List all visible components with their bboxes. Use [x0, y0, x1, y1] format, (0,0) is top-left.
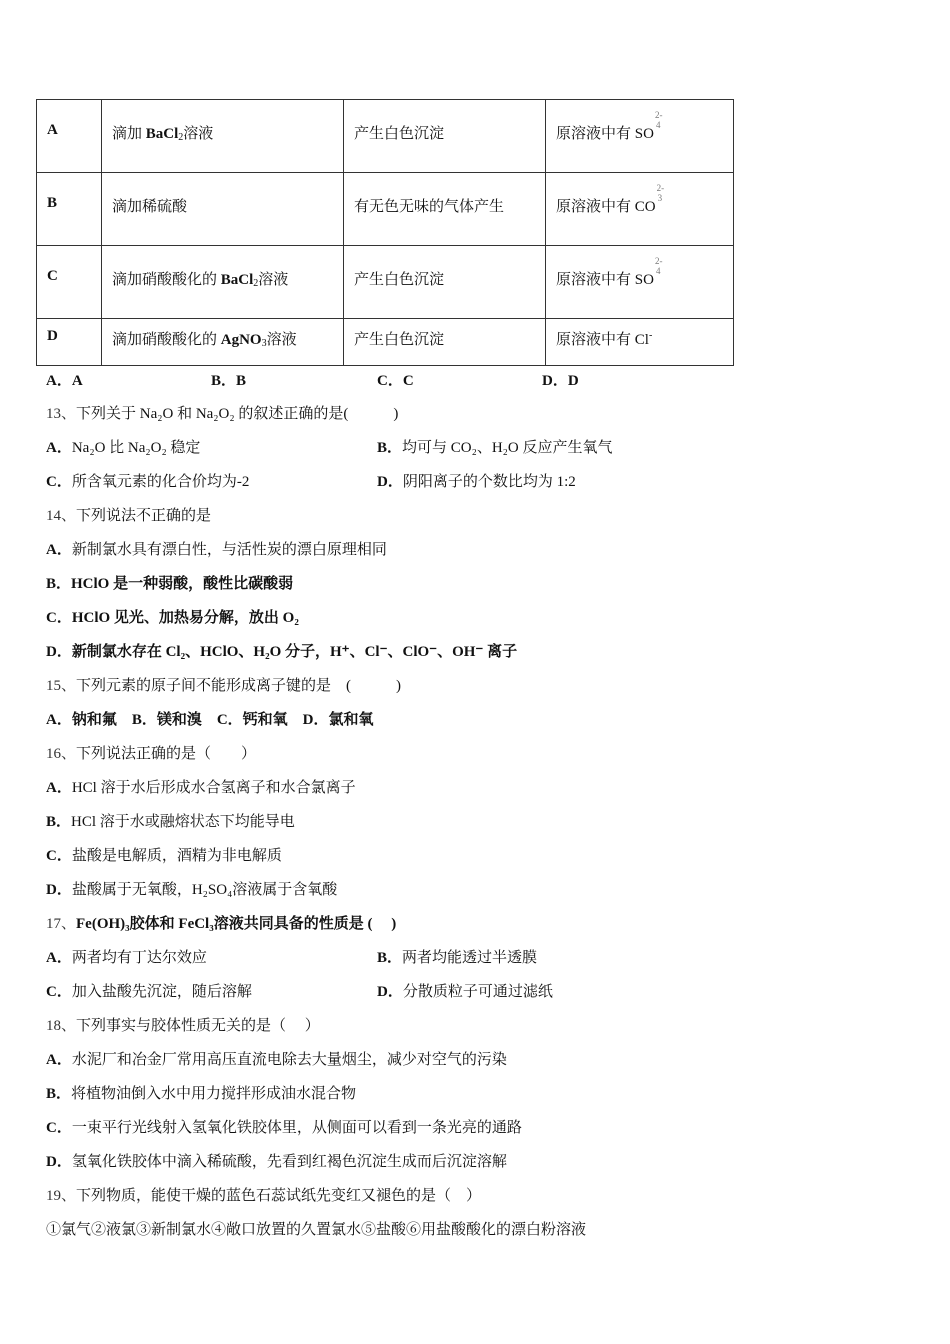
- option-label: A．: [46, 780, 72, 796]
- option-text: 新制氯水具有漂白性，与活性炭的漂白原理相同: [71, 542, 387, 558]
- conclusion-label: 原溶液中有 SO: [556, 272, 654, 288]
- conclusion-text: [556, 100, 733, 143]
- phenomenon-cell: [344, 319, 546, 366]
- option-text: 氢氧化铁胶体中滴入稀硫酸，先看到红褐色沉淀生成而后沉淀溶解: [71, 1154, 507, 1170]
- answer-choice-d[interactable]: D．D: [542, 373, 579, 389]
- option-text: 两者均能透过半透膜: [402, 950, 538, 966]
- operation-cell: [102, 100, 344, 173]
- option-label: B．: [377, 440, 403, 456]
- option-cell: [37, 173, 102, 246]
- option-text: 分散质粒子可通过滤纸: [402, 984, 553, 1000]
- option-text: HClO 是一种弱酸，酸性比碳酸弱: [71, 576, 294, 592]
- option-label: A．: [46, 440, 72, 456]
- q17-option-b[interactable]: [377, 946, 537, 967]
- conclusion-label: 原溶液中有 Cl: [556, 332, 649, 348]
- question-19-stem: [46, 1184, 481, 1205]
- table-row: [37, 100, 734, 173]
- option-text: 所含氧元素的化合价均为-2: [71, 474, 250, 490]
- phenomenon-text: 产生白色沉淀: [354, 126, 445, 142]
- option-label: C．: [46, 1120, 72, 1136]
- q13-option-d[interactable]: [377, 470, 576, 491]
- option-label: B．: [46, 814, 72, 830]
- question-number: 16、: [46, 746, 77, 762]
- operation-post: 溶液: [258, 272, 289, 288]
- operation-cell: [102, 173, 344, 246]
- option-text: 阴阳离子的个数比均为 1:2: [402, 474, 576, 490]
- q15-options[interactable]: A．钠和氟 B．镁和溴 C．钙和氧 D．氯和氧: [46, 712, 374, 728]
- q16-option-b[interactable]: [46, 810, 295, 831]
- operation-chem: AgNO: [220, 332, 262, 348]
- conclusion-cell: [546, 100, 734, 173]
- q17-option-c[interactable]: [46, 980, 252, 1001]
- option-label: D．: [377, 474, 403, 490]
- table-row: [37, 319, 734, 366]
- operation-text: [112, 173, 343, 216]
- operation-cell: [102, 319, 344, 366]
- option-text: 新制氯水存在 Cl₂、HClO、H₂O 分子，H⁺、Cl⁻、ClO⁻、OH⁻ 离子: [71, 644, 518, 660]
- q17-option-a[interactable]: [46, 946, 207, 967]
- question-text: Fe(OH)₃胶体和 FeCl₃溶液共同具备的性质是 ( ): [76, 916, 397, 932]
- option-label: A．: [46, 950, 72, 966]
- q19-items: ①氯气②液氯③新制氯水④敞口放置的久置氯水⑤盐酸⑥用盐酸酸化的漂白粉溶液: [46, 1222, 587, 1238]
- phenomenon-cell: [344, 173, 546, 246]
- q18-option-c[interactable]: [46, 1116, 522, 1137]
- operation-pre: 滴加硝酸酸化的: [112, 332, 221, 348]
- ion-subscript: 4: [655, 120, 661, 130]
- conclusion-text: [556, 319, 733, 349]
- option-text: HCl 溶于水后形成水合氢离子和水合氯离子: [71, 780, 356, 796]
- ion-charge: -: [648, 330, 653, 341]
- q17-option-d[interactable]: [377, 980, 553, 1001]
- option-cell: [37, 319, 102, 366]
- conclusion-label: 原溶液中有 CO: [556, 199, 656, 215]
- option-label: C: [47, 268, 58, 284]
- conclusion-text: [556, 173, 733, 216]
- q16-option-a[interactable]: [46, 776, 356, 797]
- phenomenon-text: 有无色无味的气体产生: [354, 199, 505, 215]
- phenomenon-cell: [344, 246, 546, 319]
- q14-option-a[interactable]: [46, 538, 387, 559]
- operation-post: 溶液: [183, 126, 214, 142]
- option-cell: [37, 246, 102, 319]
- question-text: 下列元素的原子间不能形成离子键的是 ( ): [76, 678, 402, 694]
- question-15-stem: [46, 674, 401, 695]
- question-number: 13、: [46, 406, 77, 422]
- operation-pre: 滴加: [112, 126, 146, 142]
- option-label: B．: [46, 1086, 72, 1102]
- operation-sub: 3: [261, 338, 267, 349]
- answer-choice-b[interactable]: B．B: [211, 373, 247, 389]
- option-text: 盐酸是电解质，酒精为非电解质: [71, 848, 282, 864]
- question-number: 14、: [46, 508, 77, 524]
- option-label: A．: [46, 1052, 72, 1068]
- ion-charge: 2-: [654, 256, 663, 266]
- option-label: D．: [377, 984, 403, 1000]
- ion-formula: [654, 256, 664, 284]
- option-label: D: [47, 328, 58, 344]
- operation-text: [112, 100, 343, 143]
- question-number: 19、: [46, 1188, 77, 1204]
- ion-subscript: 4: [655, 266, 661, 276]
- question-text: 下列说法不正确的是: [76, 508, 212, 524]
- table-row: [37, 246, 734, 319]
- question-number: 18、: [46, 1018, 77, 1034]
- option-text: 水泥厂和冶金厂常用高压直流电除去大量烟尘，减少对空气的污染: [71, 1052, 507, 1068]
- q14-option-d[interactable]: [46, 640, 517, 661]
- conclusion-cell: [546, 173, 734, 246]
- option-text: 盐酸属于无氧酸，H₂SO₄溶液属于含氧酸: [71, 882, 338, 898]
- question-number: 15、: [46, 678, 77, 694]
- q14-option-c[interactable]: [46, 606, 299, 627]
- conclusion-cell: [546, 246, 734, 319]
- option-text: 两者均有丁达尔效应: [71, 950, 207, 966]
- operation-chem: BaCl: [220, 272, 254, 288]
- question-17-stem: [46, 912, 396, 933]
- question-text: 下列物质，能使干燥的蓝色石蕊试纸先变红又褪色的是（ ）: [76, 1188, 482, 1204]
- operation-sub: 2: [253, 278, 259, 289]
- option-label: C．: [46, 848, 72, 864]
- option-text: HCl 溶于水或融熔状态下均能导电: [71, 814, 295, 830]
- operation-text: [112, 246, 343, 289]
- q13-option-b[interactable]: [377, 436, 612, 457]
- option-label: A: [47, 122, 58, 138]
- operation-chem: BaCl: [145, 126, 179, 142]
- operation-cell: [102, 246, 344, 319]
- option-cell: [37, 100, 102, 173]
- q16-option-c[interactable]: [46, 844, 282, 865]
- answer-choice-a[interactable]: A．A: [46, 373, 83, 389]
- q18-option-b[interactable]: [46, 1082, 356, 1103]
- q18-option-d[interactable]: [46, 1150, 507, 1171]
- ion-charge: 2-: [656, 183, 665, 193]
- conclusion-text: [556, 246, 733, 289]
- operation-pre: 滴加硝酸酸化的: [112, 272, 221, 288]
- option-label: B．: [377, 950, 403, 966]
- q13-option-a[interactable]: [46, 436, 200, 457]
- option-text: Na₂O 比 Na₂O₂ 稳定: [71, 440, 201, 456]
- option-text: 加入盐酸先沉淀，随后溶解: [71, 984, 252, 1000]
- q13-option-c[interactable]: [46, 470, 249, 491]
- option-text: 将植物油倒入水中用力搅拌形成油水混合物: [71, 1086, 357, 1102]
- operation-text: [112, 319, 343, 349]
- phenomenon-text: 产生白色沉淀: [354, 332, 445, 348]
- question-text: 下列关于 Na₂O 和 Na₂O₂ 的叙述正确的是( ): [76, 406, 399, 422]
- question-text: 下列事实与胶体性质无关的是（ ）: [76, 1018, 320, 1034]
- question-text: 下列说法正确的是（ ）: [76, 746, 257, 762]
- operation-pre: 滴加稀硫酸: [112, 199, 188, 215]
- experiment-table: [36, 99, 734, 366]
- conclusion-label: 原溶液中有 SO: [556, 126, 654, 142]
- ion-subscript: 3: [657, 193, 663, 203]
- option-label: A．: [46, 542, 72, 558]
- option-label: C．: [46, 610, 72, 626]
- operation-sub: 2: [178, 132, 184, 143]
- option-label: D．: [46, 882, 72, 898]
- q18-option-a[interactable]: [46, 1048, 507, 1069]
- ion-charge: 2-: [654, 110, 663, 120]
- option-text: HClO 见光、加热易分解，放出 O₂: [71, 610, 299, 626]
- conclusion-cell: [546, 319, 734, 366]
- question-number: 17、: [46, 916, 77, 932]
- option-label: D．: [46, 644, 72, 660]
- question-14-stem: [46, 504, 211, 525]
- option-label: C．: [46, 474, 72, 490]
- table-row: [37, 173, 734, 246]
- phenomenon-text: 产生白色沉淀: [354, 272, 445, 288]
- ion-formula: [654, 110, 664, 138]
- answer-choice-c[interactable]: C．C: [377, 373, 414, 389]
- option-text: 均可与 CO₂、H₂O 反应产生氧气: [402, 440, 613, 456]
- question-18-stem: [46, 1014, 320, 1035]
- q16-option-d[interactable]: [46, 878, 337, 899]
- option-text: 一束平行光线射入氢氧化铁胶体里，从侧面可以看到一条光亮的通路: [71, 1120, 522, 1136]
- option-label: C．: [46, 984, 72, 1000]
- option-label: B．: [46, 576, 72, 592]
- option-label: B: [47, 195, 58, 211]
- ion-formula: [656, 183, 666, 211]
- question-13-stem: [46, 402, 398, 423]
- phenomenon-cell: [344, 100, 546, 173]
- option-label: D．: [46, 1154, 72, 1170]
- question-16-stem: [46, 742, 256, 763]
- q14-option-b[interactable]: [46, 572, 293, 593]
- operation-post: 溶液: [266, 332, 297, 348]
